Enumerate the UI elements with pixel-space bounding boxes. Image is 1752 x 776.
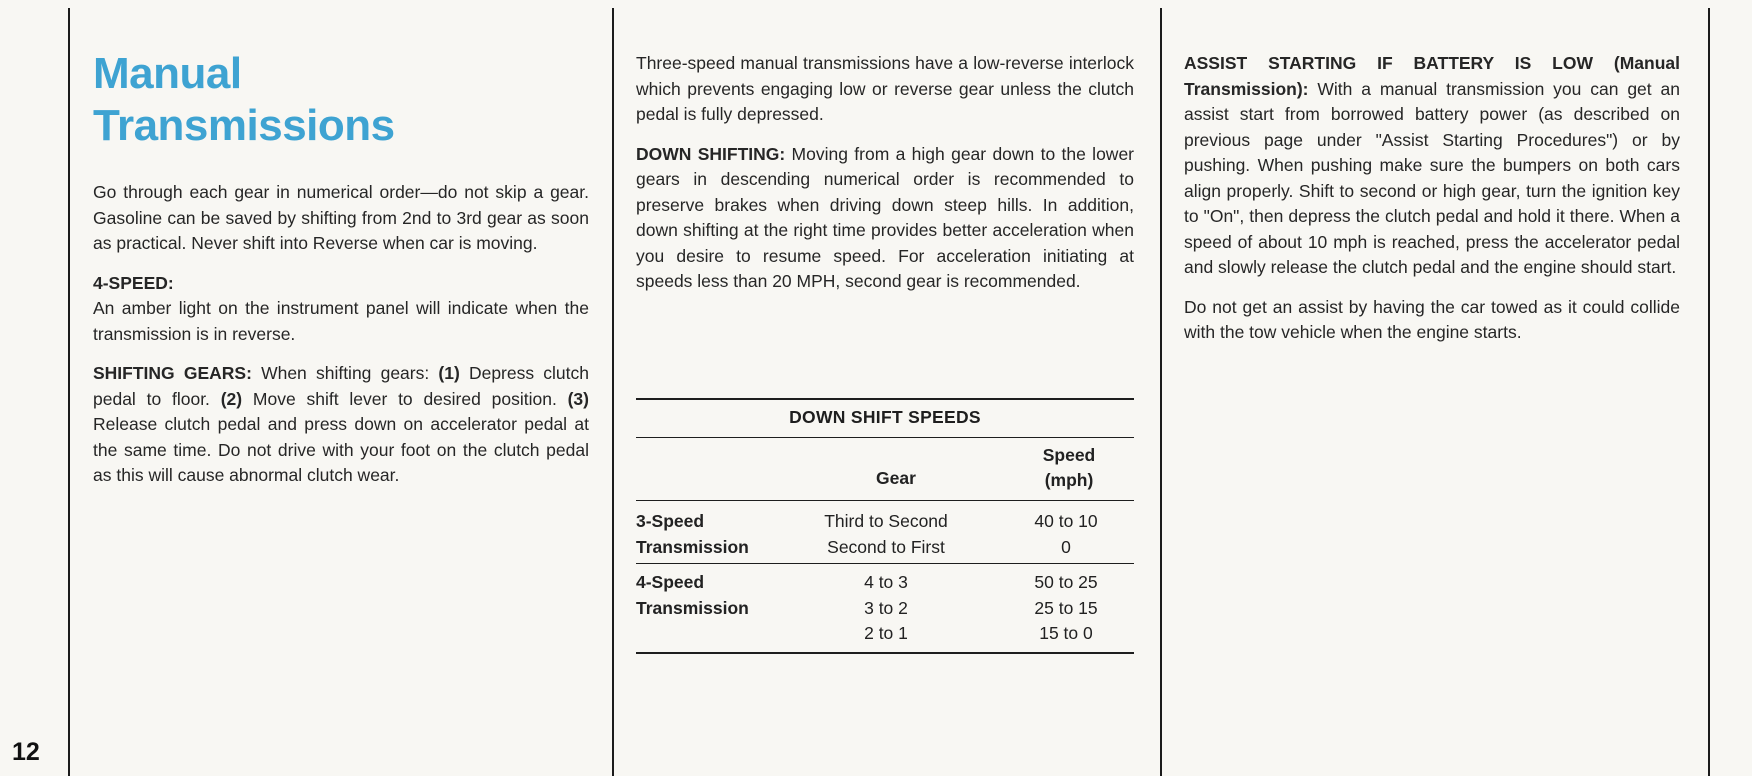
table-row-4-speed	[636, 564, 1134, 652]
row-gears	[776, 570, 996, 647]
tow-warning-paragraph: Do not get an assist by having the car towed as it could collide with the tow vehicle when the engine starts.	[1184, 296, 1680, 342]
row-label-line: 4-Speed	[636, 572, 705, 592]
column-divider-2	[612, 8, 614, 776]
step-3-text: Release clutch pedal and press down on accelerator pedal at the same time. Do not drive with your foot on the clutch pedal as this will cause abnormal clutch wear.	[93, 414, 589, 485]
shifting-gears-heading: SHIFTING GEARS:	[93, 363, 252, 383]
assist-starting-heading: ASSIST STARTING IF BATTERY IS LOW (Manual Transmission):	[1184, 53, 1680, 99]
gear-value: Second to First	[827, 536, 945, 557]
column-header-speed	[1026, 443, 1112, 493]
step-1-number: (1)	[438, 363, 460, 383]
shifting-gears-section	[93, 361, 589, 489]
table-header	[636, 438, 1134, 500]
column-divider-3	[1160, 8, 1162, 776]
row-gears	[776, 509, 996, 560]
middle-column	[636, 51, 1134, 295]
table-title: DOWN SHIFT SPEEDS	[789, 407, 981, 427]
speed-value: 40 to 10	[1034, 511, 1098, 531]
column-divider-4	[1708, 8, 1710, 776]
assist-starting-text: With a manual transmission you can get an assist start from borrowed battery power (as described on previous page under "Assist Starting Procedures") or by pushing. When pushing make sure the bumpers on both cars align properly. Shift to second or high gear, turn the ignition key to "On", then depress the clutch pedal and hold it there. When a speed of about 10 mph is reached, press the accelerator pedal and slowly release the clutch pedal and the engine should start.	[1184, 78, 1680, 277]
gear-value: 4 to 3	[864, 572, 908, 592]
table-bottom-rule	[636, 652, 1134, 654]
row-speeds	[1016, 509, 1116, 560]
step-3-number: (3)	[567, 388, 589, 409]
down-shifting-heading: DOWN SHIFTING:	[636, 143, 786, 164]
assist-starting-paragraph	[1184, 51, 1680, 281]
row-label-line: 3-Speed	[636, 511, 705, 531]
page-title-line-1: Manual	[93, 49, 242, 98]
row-label-line: Transmission	[636, 597, 749, 618]
page-number: 12	[12, 738, 40, 766]
shifting-gears-intro: When shifting gears:	[251, 363, 439, 383]
row-label	[636, 509, 749, 560]
speed-value: 50 to 25	[1034, 572, 1098, 592]
down-shift-speeds-table	[636, 398, 1134, 654]
column-divider-1	[68, 8, 70, 776]
page-title-line-2: Transmissions	[93, 101, 395, 150]
four-speed-text: An amber light on the instrument panel will indicate when the transmission is in reverse.	[93, 298, 589, 344]
four-speed-heading: 4-SPEED:	[93, 272, 174, 293]
gear-value: Third to Second	[824, 511, 948, 531]
speed-value: 0	[1061, 536, 1071, 557]
column-header-speed-line-2: (mph)	[1044, 470, 1094, 490]
intro-paragraph: Go through each gear in numerical order—do not skip a gear. Gasoline can be saved by shifting from 2nd to 3rd gear as soon as practical. Never shift into Reverse when car is moving.	[93, 182, 589, 253]
step-1-text: Depress clutch pedal to floor.	[93, 363, 590, 409]
speed-value: 15 to 0	[1039, 623, 1093, 643]
down-shifting-text: Moving from a high gear down to the lower gears in descending numerical order is recommended to preserve brakes when driving down steep hills. In addition, down shifting at the right time provides better acceleration when you desire to resume speed. For acceleration initiating at speeds less than 20 MPH, second gear is recommended.	[636, 143, 1135, 291]
four-speed-section	[93, 271, 589, 348]
column-header-gear: Gear	[876, 468, 916, 488]
row-label-line: Transmission	[636, 536, 749, 557]
step-2-text: Move shift lever to desired position.	[242, 388, 568, 409]
gear-value: 3 to 2	[864, 597, 908, 618]
interlock-paragraph: Three-speed manual transmissions have a low-reverse interlock which prevents engaging low or reverse gear unless the clutch pedal is fully depressed.	[636, 53, 1134, 124]
table-row-3-speed	[636, 501, 1134, 563]
gear-value: 2 to 1	[864, 623, 908, 643]
speed-value: 25 to 15	[1034, 597, 1098, 618]
row-speeds	[1016, 570, 1116, 647]
left-column	[93, 180, 589, 489]
column-header-speed-line-1: Speed	[1042, 445, 1096, 465]
down-shifting-paragraph	[636, 142, 1134, 295]
right-column	[1184, 51, 1680, 346]
step-2-number: (2)	[220, 388, 243, 409]
row-label	[636, 570, 749, 621]
page-title	[93, 48, 395, 152]
